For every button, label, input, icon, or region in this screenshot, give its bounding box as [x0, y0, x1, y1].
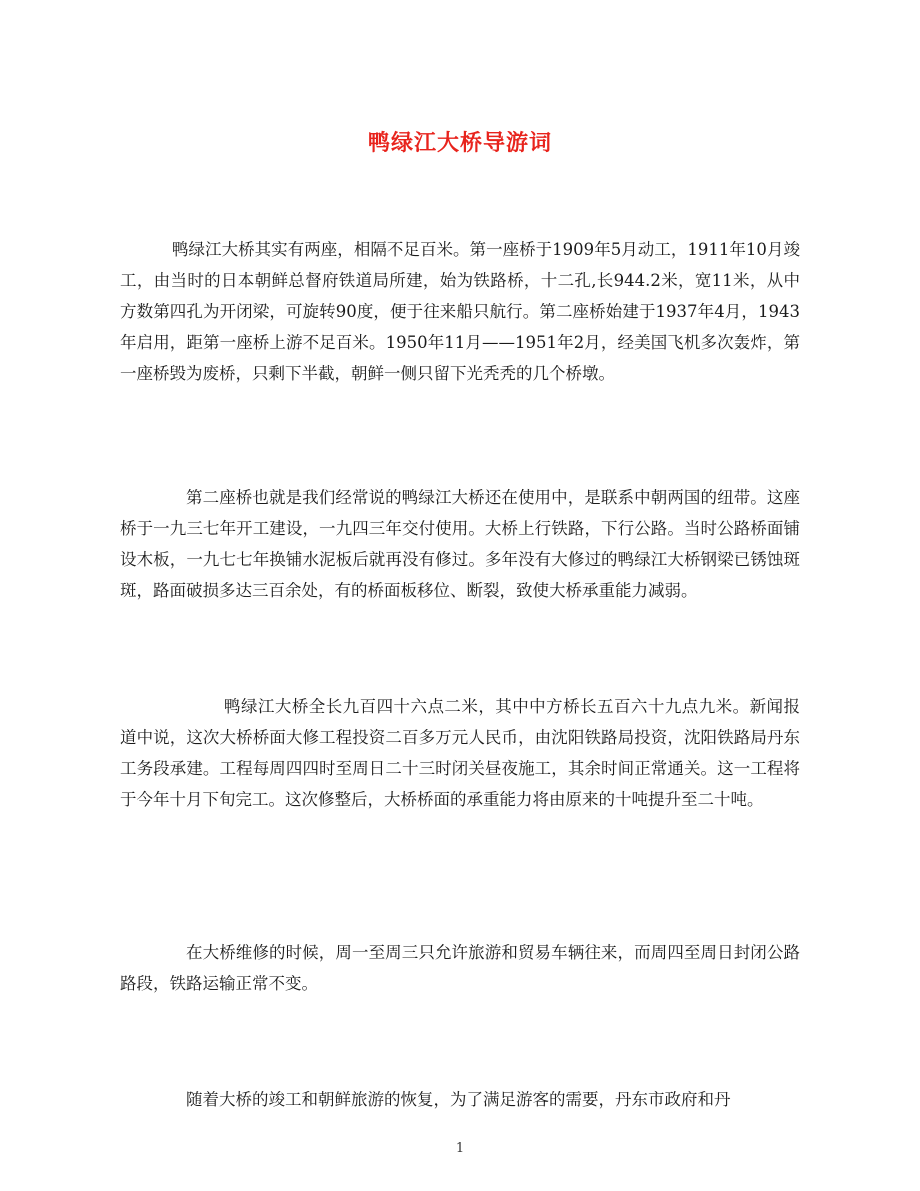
paragraph-2: 第二座桥也就是我们经常说的鸭绿江大桥还在使用中，是联系中朝两国的纽带。这座桥于一九三七年开工建设，一九四三年交付使用。大桥上行铁路，下行公路。当时公路桥面铺设木板，一九七七年换铺水泥板后就再没有修过。多年没有大修过的鸭绿江大桥钢梁已锈蚀斑斑，路面破损多达三百余处，有的桥面板移位、断裂，致使大桥承重能力减弱。 — [120, 488, 800, 600]
paragraph-4: 在大桥维修的时候，周一至周三只允许旅游和贸易车辆往来，而周四至周日封闭公路路段，铁路运输正常不变。 — [120, 943, 800, 993]
document-title: 鸭绿江大桥导游词 — [367, 130, 552, 156]
paragraph-3: 鸭绿江大桥全长九百四十六点二米，其中中方桥长五百六十九点九米。新闻报道中说，这次大桥桥面大修工程投资二百多万元人民币，由沈阳铁路局投资，沈阳铁路局丹东工务段承建。工程每周四四时至周日二十三时闭关昼夜施工，其余时间正常通关。这一工程将于今年十月下旬完工。这次修整后，大桥桥面的承重能力将由原来的十吨提升至二十吨。 — [120, 697, 800, 809]
page-number: 1 — [455, 1141, 465, 1156]
paragraph-1: 鸭绿江大桥其实有两座，相隔不足百米。第一座桥于1909年5月动工，1911年10月竣工，由当时的日本朝鲜总督府铁道局所建，始为铁路桥，十二孔,长944.2米，宽11米，从中方数第四孔为开闭梁，可旋转90度，便于往来船只航行。第二座桥始建于1937年4月，1943年启用，距第一座桥上游不足百米。1950年11月——1951年2月，经美国飞机多次轰炸，第一座桥毁为废桥，只剩下半截，朝鲜一侧只留下光秃秃的几个桥墩。 — [120, 240, 800, 383]
paragraph-5: 随着大桥的竣工和朝鲜旅游的恢复，为了满足游客的需要，丹东市政府和丹 — [186, 1090, 731, 1109]
